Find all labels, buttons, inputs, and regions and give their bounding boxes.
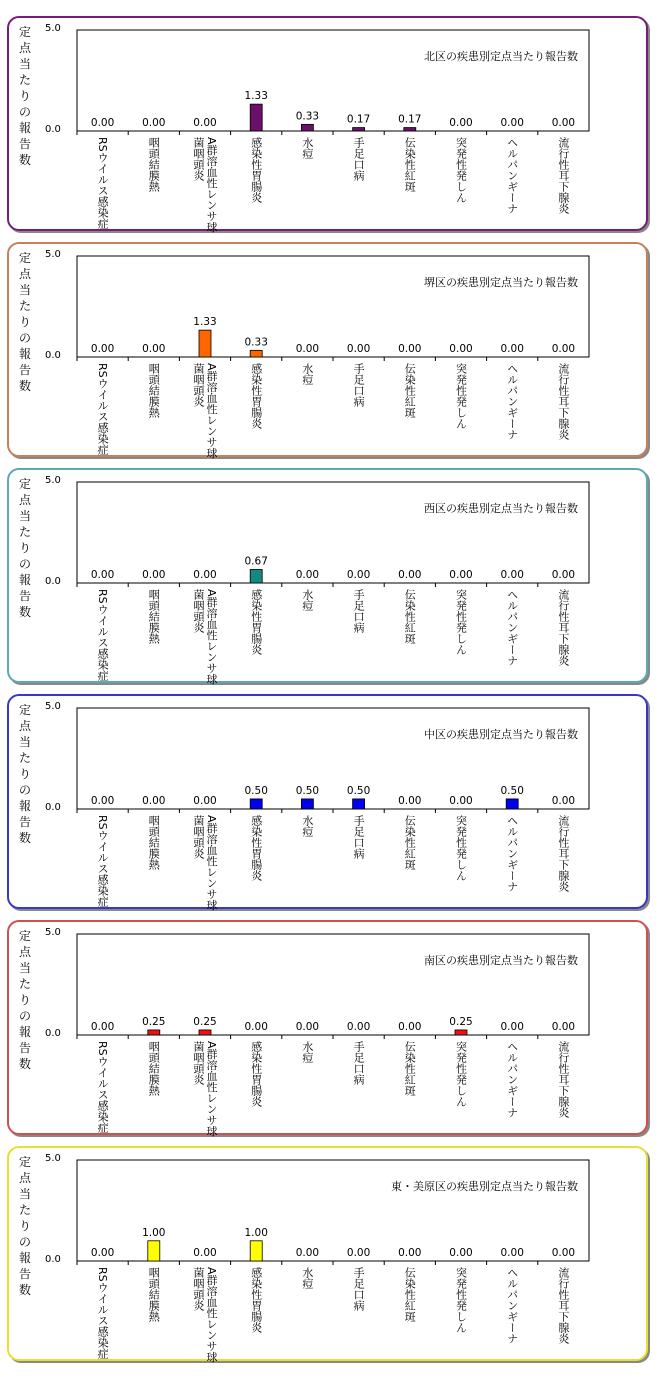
x-category-label: 感染性胃腸炎: [249, 363, 263, 429]
data-label: 0.00: [449, 795, 473, 807]
data-label: 0.25: [449, 1015, 473, 1028]
bar: [250, 799, 262, 809]
data-label: 0.00: [551, 569, 576, 581]
data-label: 0.25: [193, 1015, 217, 1028]
data-label: 0.50: [244, 784, 268, 797]
data-label: 0.00: [90, 343, 115, 355]
data-label: 0.00: [449, 569, 473, 581]
x-category-label: 手足口病: [352, 815, 366, 859]
data-label: 0.00: [90, 569, 115, 581]
data-label: 0.00: [500, 1021, 524, 1033]
bar: [353, 799, 365, 809]
x-category-label: ヘルパンギーナ: [505, 1267, 519, 1344]
y-tick-label-min: 0.0: [45, 350, 61, 361]
data-label: 0.00: [295, 1247, 320, 1259]
plot-frame: [77, 482, 589, 583]
data-label: 0.00: [142, 117, 166, 129]
data-label: 1.00: [142, 1226, 166, 1239]
data-label: 0.00: [449, 1247, 473, 1259]
chart-title: 北区の疾患別定点当たり報告数: [424, 50, 578, 63]
chart-panel: [7, 694, 648, 909]
x-category-label: 伝染性紅斑: [403, 137, 417, 192]
x-category-label: RSウイルス感染症: [96, 589, 110, 681]
x-category-label: 手足口病: [352, 1041, 366, 1085]
x-category-label: 水痘: [300, 363, 314, 385]
y-tick-label-max: 5.0: [45, 927, 61, 938]
chart-plot: [9, 470, 646, 685]
x-category-label: 感染性胃腸炎: [249, 1041, 263, 1107]
bar: [148, 1241, 160, 1261]
data-label: 0.00: [90, 1247, 115, 1259]
plot-frame: [77, 30, 589, 131]
y-tick-label-min: 0.0: [45, 1028, 61, 1039]
chart-panel: [7, 468, 648, 683]
chart-title: 堺区の疾患別定点当たり報告数: [424, 276, 578, 289]
bar: [250, 104, 262, 131]
x-category-label: 咽頭結膜熱: [147, 137, 161, 192]
data-label: 0.00: [346, 569, 371, 581]
data-label: 0.00: [193, 569, 217, 581]
data-label: 0.00: [142, 569, 166, 581]
data-label: 0.00: [449, 117, 473, 129]
x-category-label: ヘルパンギーナ: [505, 137, 519, 214]
x-category-label: A群溶血性レンサ球菌咽頭炎: [192, 1041, 218, 1137]
x-category-label: 手足口病: [352, 363, 366, 407]
x-category-label: 感染性胃腸炎: [249, 815, 263, 881]
x-category-label: 咽頭結膜熱: [147, 1041, 161, 1096]
data-label: 0.00: [295, 343, 320, 355]
x-category-label: 突発性発しん: [454, 363, 468, 429]
data-label: 0.33: [295, 110, 320, 123]
data-label: 0.33: [244, 336, 268, 349]
data-label: 0.00: [295, 569, 320, 581]
y-axis-label: 定点当たりの報告数: [19, 251, 32, 393]
data-label: 0.00: [398, 1021, 422, 1033]
x-category-label: A群溶血性レンサ球菌咽頭炎: [192, 1267, 218, 1363]
data-label: 1.33: [244, 90, 268, 103]
data-label: 0.67: [244, 555, 268, 568]
data-label: 0.17: [346, 113, 371, 126]
data-label: 0.00: [142, 795, 166, 807]
data-label: 0.00: [90, 117, 115, 129]
y-tick-label-max: 5.0: [45, 249, 61, 260]
x-category-label: A群溶血性レンサ球菌咽頭炎: [192, 815, 218, 911]
bar: [353, 128, 365, 131]
chart-plot: [9, 244, 646, 459]
x-category-label: ヘルパンギーナ: [505, 589, 519, 666]
data-label: 0.00: [500, 343, 524, 355]
x-category-label: ヘルパンギーナ: [505, 363, 519, 440]
x-category-label: 伝染性紅斑: [403, 363, 417, 418]
data-label: 0.00: [142, 343, 166, 355]
bar: [199, 1030, 211, 1035]
y-axis-label: 定点当たりの報告数: [19, 703, 32, 845]
x-category-label: 水痘: [300, 1267, 314, 1289]
data-label: 0.00: [346, 343, 371, 355]
x-category-label: 手足口病: [352, 1267, 366, 1311]
data-label: 0.00: [295, 1021, 320, 1033]
y-tick-label-max: 5.0: [45, 23, 61, 34]
x-category-label: ヘルパンギーナ: [505, 815, 519, 892]
data-label: 0.00: [346, 1021, 371, 1033]
data-label: 0.00: [346, 1247, 371, 1259]
x-category-label: 流行性耳下腺炎: [556, 1041, 570, 1118]
y-tick-label-max: 5.0: [45, 1153, 61, 1164]
x-category-label: RSウイルス感染症: [96, 1041, 110, 1133]
chart-panel: [7, 242, 648, 457]
data-label: 0.00: [398, 343, 422, 355]
y-tick-label-max: 5.0: [45, 701, 61, 712]
data-label: 0.00: [551, 1021, 576, 1033]
data-label: 0.00: [551, 1247, 576, 1259]
chart-title: 南区の疾患別定点当たり報告数: [424, 954, 578, 967]
bar: [455, 1030, 467, 1035]
data-label: 1.33: [193, 316, 217, 329]
data-label: 0.00: [244, 1021, 268, 1033]
x-category-label: 突発性発しん: [454, 1267, 468, 1333]
x-category-label: 伝染性紅斑: [403, 589, 417, 644]
chart-panel: [7, 920, 648, 1135]
data-label: 0.00: [551, 117, 576, 129]
x-category-label: RSウイルス感染症: [96, 815, 110, 907]
x-category-label: 突発性発しん: [454, 589, 468, 655]
y-axis-label: 定点当たりの報告数: [19, 25, 32, 167]
y-axis-label: 定点当たりの報告数: [19, 477, 32, 619]
y-tick-label-max: 5.0: [45, 475, 61, 486]
x-category-label: 水痘: [300, 589, 314, 611]
data-label: 0.00: [90, 795, 115, 807]
x-category-label: A群溶血性レンサ球菌咽頭炎: [192, 363, 218, 459]
bar: [506, 799, 518, 809]
data-label: 0.00: [193, 1247, 217, 1259]
x-category-label: 水痘: [300, 137, 314, 159]
data-label: 0.00: [500, 569, 524, 581]
x-category-label: 咽頭結膜熱: [147, 589, 161, 644]
y-tick-label-min: 0.0: [45, 576, 61, 587]
data-label: 0.00: [500, 1247, 524, 1259]
chart-panel: [7, 16, 648, 231]
bar: [301, 799, 313, 809]
plot-frame: [77, 256, 589, 357]
data-label: 0.17: [398, 113, 422, 126]
x-category-label: 流行性耳下腺炎: [556, 815, 570, 892]
x-category-label: RSウイルス感染症: [96, 137, 110, 229]
x-category-label: 流行性耳下腺炎: [556, 137, 570, 214]
chart-plot: [9, 922, 646, 1137]
y-axis-label: 定点当たりの報告数: [19, 1155, 32, 1297]
bar: [199, 330, 211, 357]
x-category-label: ヘルパンギーナ: [505, 1041, 519, 1118]
x-category-label: RSウイルス感染症: [96, 1267, 110, 1359]
data-label: 0.00: [398, 569, 422, 581]
x-category-label: 流行性耳下腺炎: [556, 363, 570, 440]
chart-title: 中区の疾患別定点当たり報告数: [424, 728, 578, 741]
x-category-label: 流行性耳下腺炎: [556, 1267, 570, 1344]
x-category-label: 伝染性紅斑: [403, 1267, 417, 1322]
data-label: 0.00: [500, 117, 524, 129]
x-category-label: 突発性発しん: [454, 815, 468, 881]
data-label: 0.50: [500, 784, 524, 797]
x-category-label: RSウイルス感染症: [96, 363, 110, 455]
x-category-label: 感染性胃腸炎: [249, 137, 263, 203]
x-category-label: 感染性胃腸炎: [249, 589, 263, 655]
bar: [250, 350, 262, 357]
chart-title: 西区の疾患別定点当たり報告数: [424, 502, 578, 515]
x-category-label: 突発性発しん: [454, 1041, 468, 1107]
data-label: 0.00: [90, 1021, 115, 1033]
data-label: 0.00: [551, 343, 576, 355]
chart-panel: [7, 1146, 648, 1361]
x-category-label: 咽頭結膜熱: [147, 363, 161, 418]
x-category-label: 手足口病: [352, 137, 366, 181]
x-category-label: 伝染性紅斑: [403, 815, 417, 870]
y-tick-label-min: 0.0: [45, 802, 61, 813]
x-category-label: A群溶血性レンサ球菌咽頭炎: [192, 137, 218, 233]
data-label: 0.00: [398, 1247, 422, 1259]
bar: [250, 569, 262, 583]
y-axis-label: 定点当たりの報告数: [19, 929, 32, 1071]
x-category-label: 流行性耳下腺炎: [556, 589, 570, 666]
chart-title: 東・美原区の疾患別定点当たり報告数: [391, 1180, 578, 1193]
y-tick-label-min: 0.0: [45, 1254, 61, 1265]
x-category-label: 水痘: [300, 1041, 314, 1063]
x-category-label: 突発性発しん: [454, 137, 468, 203]
data-label: 0.25: [142, 1015, 166, 1028]
data-label: 0.00: [398, 795, 422, 807]
data-label: 0.00: [193, 795, 217, 807]
x-category-label: 感染性胃腸炎: [249, 1267, 263, 1333]
x-category-label: A群溶血性レンサ球菌咽頭炎: [192, 589, 218, 685]
data-label: 0.00: [551, 795, 576, 807]
x-category-label: 手足口病: [352, 589, 366, 633]
data-label: 0.00: [449, 343, 473, 355]
data-label: 1.00: [244, 1226, 268, 1239]
bar: [301, 124, 313, 131]
data-label: 0.50: [346, 784, 371, 797]
chart-plot: [9, 696, 646, 911]
y-tick-label-min: 0.0: [45, 124, 61, 135]
bar: [404, 128, 416, 131]
data-label: 0.50: [295, 784, 320, 797]
x-category-label: 咽頭結膜熱: [147, 1267, 161, 1322]
data-label: 0.00: [193, 117, 217, 129]
x-category-label: 伝染性紅斑: [403, 1041, 417, 1096]
x-category-label: 咽頭結膜熱: [147, 815, 161, 870]
bar: [148, 1030, 160, 1035]
bar: [250, 1241, 262, 1261]
chart-plot: [9, 18, 646, 233]
chart-plot: [9, 1148, 646, 1363]
x-category-label: 水痘: [300, 815, 314, 837]
